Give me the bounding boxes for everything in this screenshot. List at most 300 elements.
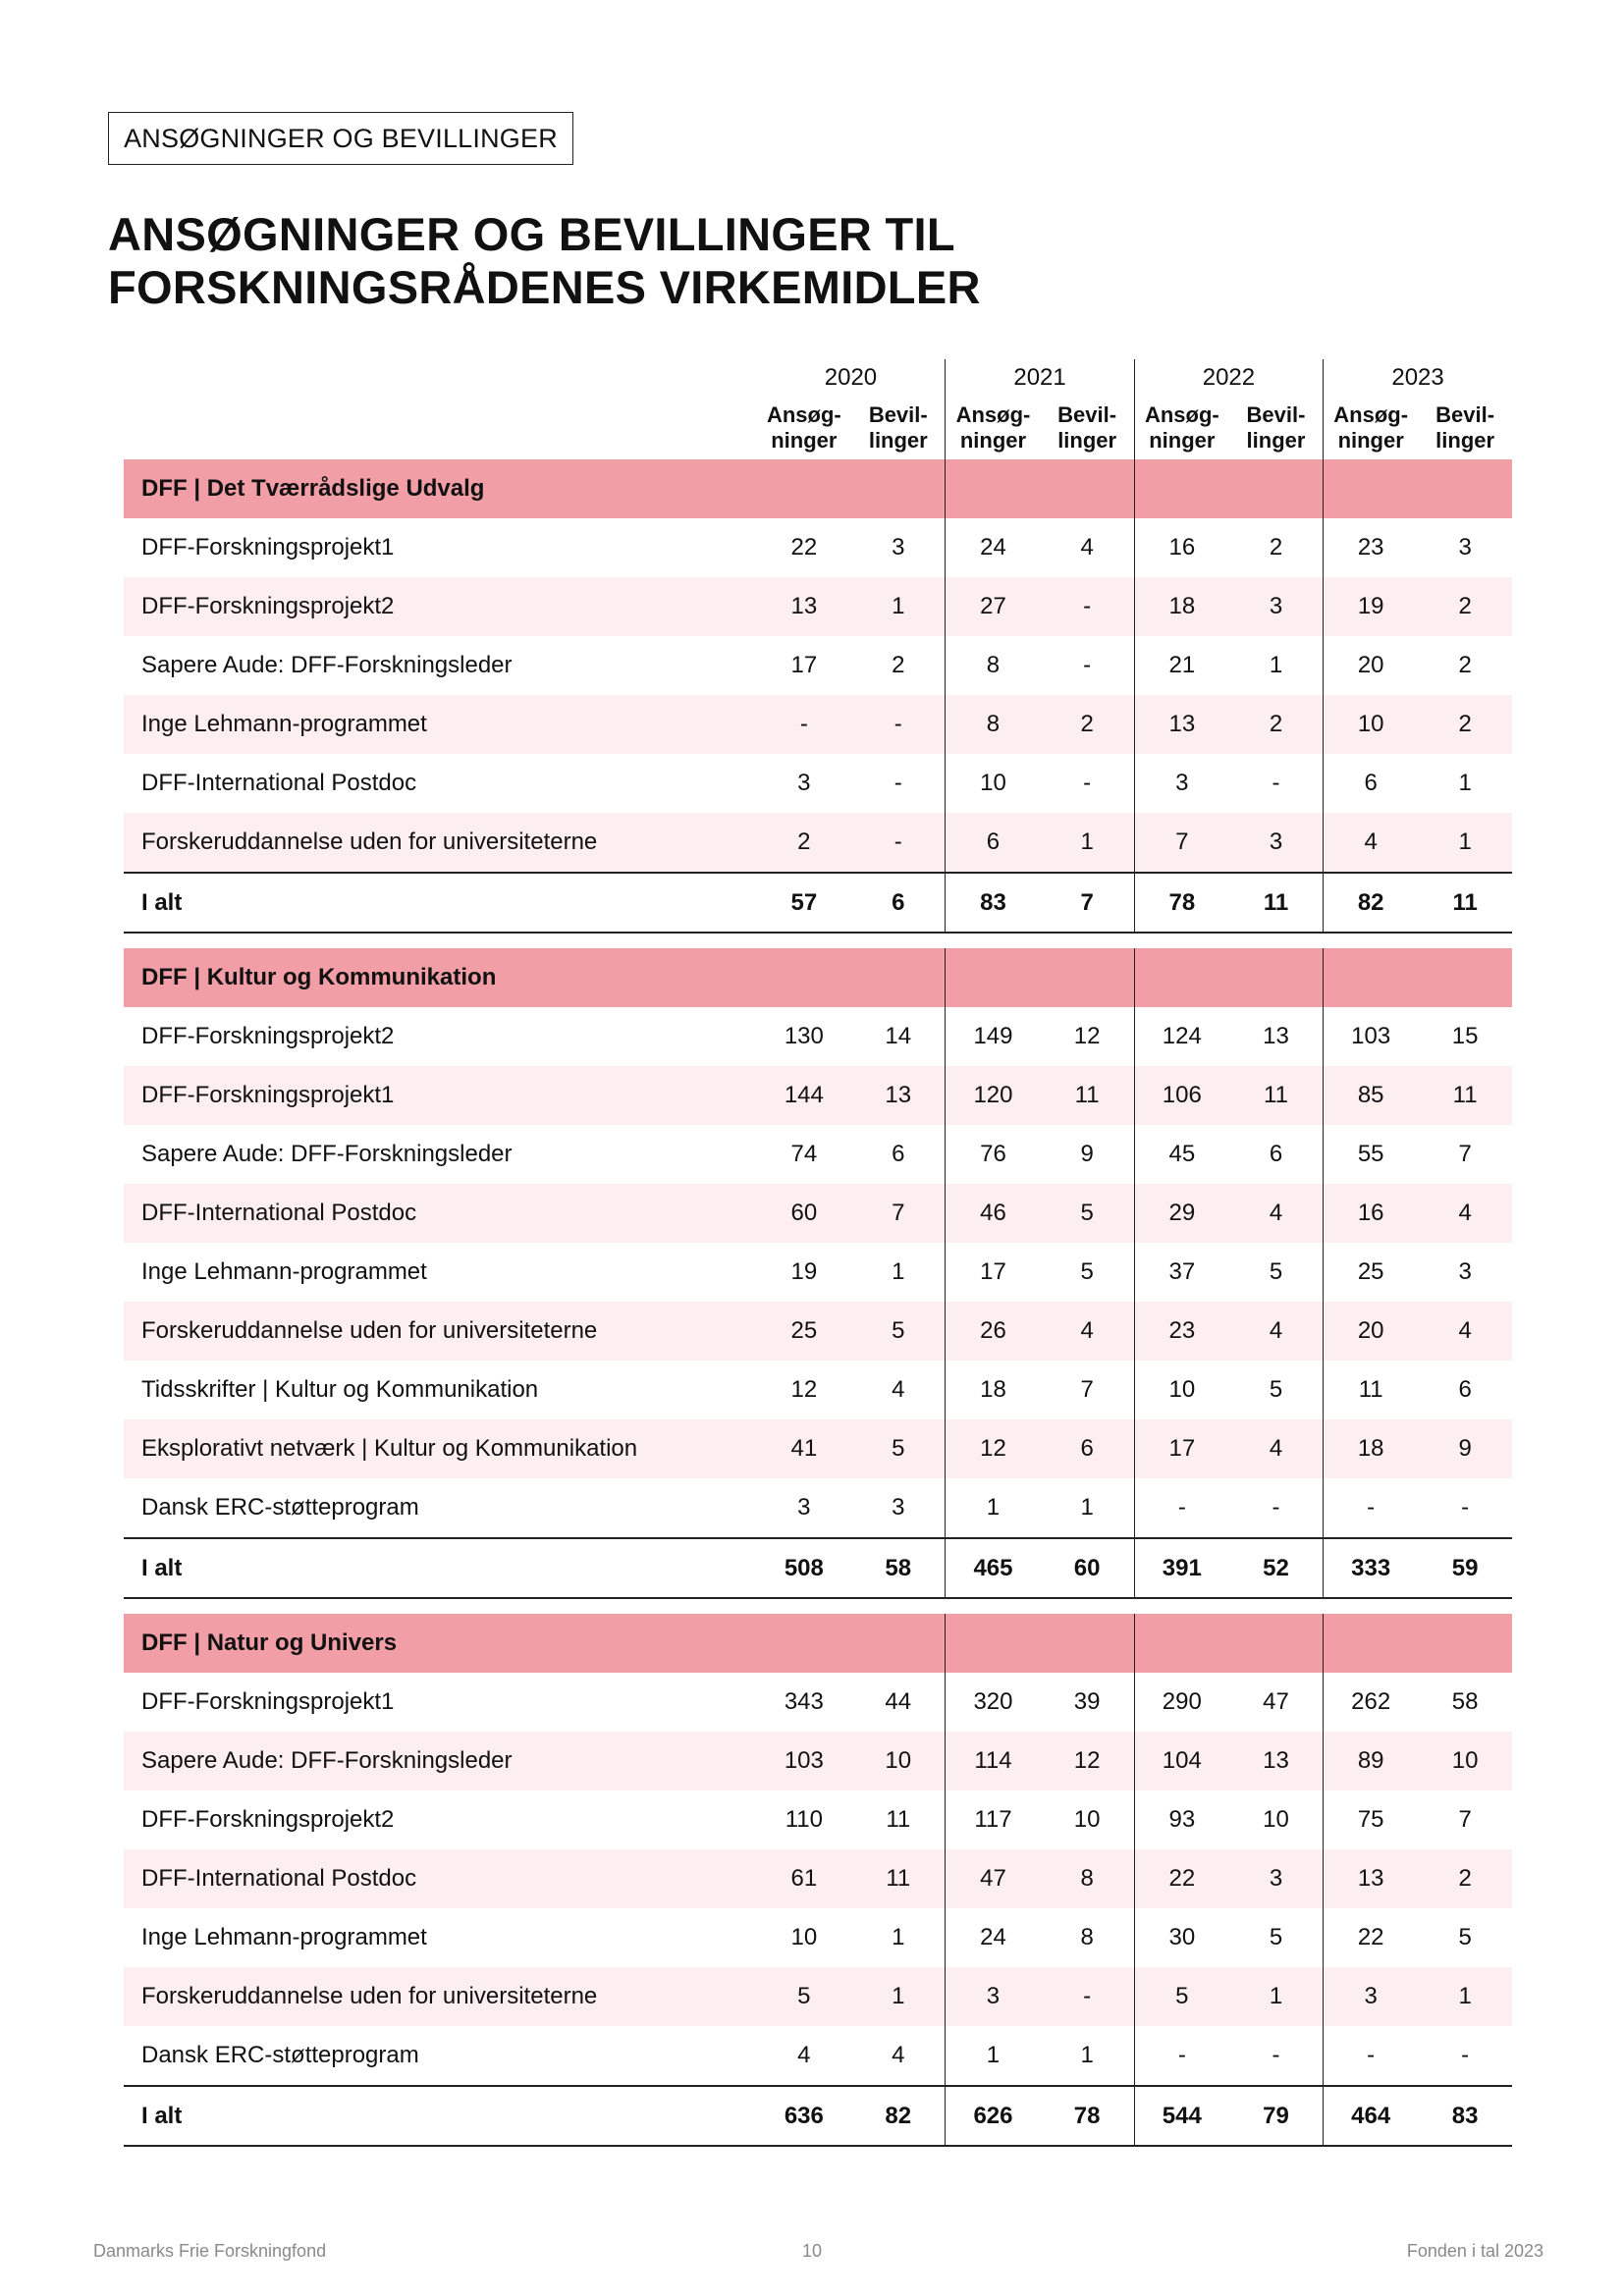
row-label: DFF-Forskningsprojekt1 xyxy=(141,1688,395,1715)
applications-value: 93 xyxy=(1134,1790,1229,1849)
grants-value: 5 xyxy=(851,1302,946,1361)
applications-value: 46 xyxy=(946,1184,1041,1243)
applications-value: 13 xyxy=(1134,695,1229,754)
applications-value: 10 xyxy=(790,1924,818,1950)
grants-value: 1 xyxy=(1080,1494,1094,1521)
column-header-applications: Ansøg- ninger xyxy=(1324,397,1419,459)
grants-value: 4 xyxy=(1418,1184,1512,1243)
grants-value: 3 xyxy=(892,534,905,561)
grants-value: 11 xyxy=(851,1849,946,1908)
table-row xyxy=(124,1419,1512,1478)
applications-value: 3 xyxy=(797,770,811,796)
row-label: DFF-International Postdoc xyxy=(124,1184,757,1243)
column-header-row xyxy=(124,397,1512,459)
group-name: DFF | Det Tværrådslige Udvalg xyxy=(124,459,757,518)
grants-value: 11 xyxy=(1229,1066,1324,1125)
grants-value: 58 xyxy=(1451,1688,1479,1715)
grants-value: 4 xyxy=(1229,1184,1324,1243)
grants-value: 8 xyxy=(1080,1924,1094,1950)
grants-value: - xyxy=(1461,2042,1470,2068)
grants-value: 8 xyxy=(1041,1849,1135,1908)
applications-value: 41 xyxy=(757,1419,852,1478)
grants-value: - xyxy=(893,770,902,796)
grants-value: 3 xyxy=(1229,577,1324,636)
row-label: DFF-Forskningsprojekt2 xyxy=(124,577,757,636)
applications-value: 290 xyxy=(1134,1673,1229,1732)
applications-value: 23 xyxy=(1134,1302,1229,1361)
grants-value: 52 xyxy=(1229,1538,1324,1598)
grants-value: 44 xyxy=(885,1688,912,1715)
grants-value: - xyxy=(851,695,946,754)
grants-value: 60 xyxy=(1041,1538,1135,1598)
applications-value: 6 xyxy=(946,813,1041,873)
grants-value: 5 xyxy=(1041,1184,1135,1243)
applications-value: 464 xyxy=(1324,2086,1419,2146)
grants-value: - xyxy=(1461,1494,1470,1521)
grants-value: 1 xyxy=(1418,813,1512,873)
applications-value: 82 xyxy=(1324,873,1419,933)
applications-value: 47 xyxy=(946,1849,1041,1908)
applications-value: 12 xyxy=(946,1419,1041,1478)
grants-value: 3 xyxy=(1458,534,1472,561)
applications-value: 18 xyxy=(1134,577,1229,636)
applications-value: 343 xyxy=(784,1688,824,1715)
applications-value: 124 xyxy=(1134,1007,1229,1066)
grants-value: 78 xyxy=(1041,2086,1135,2146)
group-name: DFF | Kultur og Kommunikation xyxy=(124,948,757,1007)
applications-value: 18 xyxy=(946,1361,1041,1419)
row-label: DFF-Forskningsprojekt2 xyxy=(141,1023,395,1049)
group-spacer xyxy=(124,933,1512,948)
grants-value: 7 xyxy=(1080,1376,1094,1403)
applications-value: 8 xyxy=(946,636,1041,695)
group-header-cell xyxy=(757,948,852,1007)
applications-value: 13 xyxy=(757,577,852,636)
applications-value: 17 xyxy=(946,1243,1041,1302)
applications-value: 85 xyxy=(1324,1066,1419,1125)
grants-value: 2 xyxy=(1418,1849,1512,1908)
grants-value: 15 xyxy=(1451,1023,1479,1049)
footer-organization: Danmarks Frie Forskningfond xyxy=(93,2241,327,2261)
applications-value: 103 xyxy=(1324,1007,1419,1066)
table-row xyxy=(124,1243,1512,1302)
applications-value: 6 xyxy=(1324,754,1419,813)
applications-value: - xyxy=(757,695,852,754)
applications-value: 24 xyxy=(946,518,1041,577)
row-label: Sapere Aude: DFF-Forskningsleder xyxy=(141,652,513,678)
grants-value: 3 xyxy=(1229,1849,1324,1908)
row-label: Forskeruddannelse uden for universiteterne xyxy=(124,1302,757,1361)
applications-value: 144 xyxy=(757,1066,852,1125)
applications-value: 120 xyxy=(946,1066,1041,1125)
applications-value: 4 xyxy=(797,2042,811,2068)
applications-value: - xyxy=(1324,1478,1419,1538)
table-row xyxy=(124,577,1512,636)
grants-value: 1 xyxy=(851,1967,946,2026)
grants-value: 10 xyxy=(1073,1806,1101,1833)
applications-value: 61 xyxy=(757,1849,852,1908)
applications-value: 2 xyxy=(757,813,852,873)
year-header-row xyxy=(124,359,1512,397)
grants-value: 9 xyxy=(1080,1141,1094,1167)
applications-value: 37 xyxy=(1134,1243,1229,1302)
group-header-cell xyxy=(1041,948,1135,1007)
applications-value: 22 xyxy=(1134,1849,1229,1908)
applications-value: 10 xyxy=(1324,695,1419,754)
applications-value: 78 xyxy=(1134,873,1229,933)
row-label: Eksplorativt netværk | Kultur og Kommunikation xyxy=(124,1419,757,1478)
applications-value: 12 xyxy=(790,1376,818,1403)
applications-value: 106 xyxy=(1134,1066,1229,1125)
table-row xyxy=(124,1125,1512,1184)
total-row xyxy=(124,1538,1512,1598)
grants-value: 4 xyxy=(1229,1419,1324,1478)
column-header-applications: Ansøg- ninger xyxy=(946,397,1041,459)
group-spacer xyxy=(124,1598,1512,1614)
table-row xyxy=(124,1302,1512,1361)
applications-value: 11 xyxy=(1324,1361,1419,1419)
table-row xyxy=(124,1184,1512,1243)
table-row xyxy=(124,1361,1512,1419)
grants-value: - xyxy=(1083,770,1092,796)
table-row xyxy=(124,518,1512,577)
applications-value: 1 xyxy=(946,1478,1041,1538)
grants-value: 5 xyxy=(1269,1258,1283,1285)
applications-value: 333 xyxy=(1324,1538,1419,1598)
row-label: DFF-Forskningsprojekt2 xyxy=(141,1806,395,1833)
table-row xyxy=(124,754,1512,813)
grants-value: - xyxy=(1272,1494,1280,1521)
grants-value: 12 xyxy=(1041,1732,1135,1790)
row-label: Tidsskrifter | Kultur og Kommunikation xyxy=(141,1376,539,1403)
grants-value: 4 xyxy=(1229,1302,1324,1361)
page-title-line-2: FORSKNINGSRÅDENES VIRKEMIDLER xyxy=(108,261,981,313)
grants-value: 13 xyxy=(1263,1023,1289,1049)
table-row xyxy=(124,2026,1512,2086)
group-header-cell xyxy=(1229,1614,1324,1673)
row-label: Forskeruddannelse uden for universiteterne xyxy=(124,813,757,873)
grants-value: 6 xyxy=(1041,1419,1135,1478)
applications-value: 83 xyxy=(946,873,1041,933)
table-row xyxy=(124,1790,1512,1849)
group-header-cell xyxy=(1418,1614,1512,1673)
grants-value: 6 xyxy=(1458,1376,1472,1403)
applications-value: 10 xyxy=(946,754,1041,813)
grants-value: 2 xyxy=(1458,652,1472,678)
applications-value: 320 xyxy=(946,1673,1041,1732)
applications-value: 3 xyxy=(1134,754,1229,813)
grants-value: 11 xyxy=(1418,1066,1512,1125)
applications-value: 22 xyxy=(1324,1908,1419,1967)
row-label: Forskeruddannelse uden for universiteterne xyxy=(124,1967,757,2026)
grants-value: 1 xyxy=(892,1924,905,1950)
row-label: Inge Lehmann-programmet xyxy=(124,695,757,754)
grants-value: 11 xyxy=(1229,873,1324,933)
grants-value: 7 xyxy=(1458,1806,1472,1833)
table-row xyxy=(124,636,1512,695)
applications-value: 45 xyxy=(1134,1125,1229,1184)
column-header-applications: Ansøg- ninger xyxy=(766,402,841,453)
applications-value: 25 xyxy=(757,1302,852,1361)
grants-value: 39 xyxy=(1073,1688,1101,1715)
group-header-cell xyxy=(851,459,946,518)
group-header-cell xyxy=(757,1614,852,1673)
applications-value: 21 xyxy=(1134,636,1229,695)
footer-publication: Fonden i tal 2023 xyxy=(1406,2241,1543,2261)
applications-grants-table xyxy=(124,359,1512,2147)
group-header-cell xyxy=(1041,459,1135,518)
grants-value: 3 xyxy=(1458,1258,1472,1285)
grants-value: 82 xyxy=(851,2086,946,2146)
group-header-cell xyxy=(1229,459,1324,518)
grants-value: - xyxy=(1272,770,1280,796)
group-header-cell xyxy=(757,459,852,518)
table-row xyxy=(124,695,1512,754)
applications-value: 60 xyxy=(757,1184,852,1243)
group-header-cell xyxy=(1324,459,1419,518)
grants-value: 2 xyxy=(1041,695,1135,754)
applications-value: 130 xyxy=(784,1023,824,1049)
applications-value: 465 xyxy=(946,1538,1041,1598)
row-label: DFF-International Postdoc xyxy=(141,770,417,796)
group-header-cell xyxy=(1134,948,1229,1007)
group-header-row xyxy=(124,1614,1512,1673)
applications-value: 20 xyxy=(1324,1302,1419,1361)
grants-value: 6 xyxy=(1269,1141,1283,1167)
grants-value: 9 xyxy=(1418,1419,1512,1478)
grants-value: 2 xyxy=(1229,695,1324,754)
grants-value: - xyxy=(1041,1967,1135,2026)
applications-value: 1 xyxy=(946,2026,1041,2086)
applications-value: 508 xyxy=(757,1538,852,1598)
grants-value: 11 xyxy=(1041,1066,1135,1125)
applications-value: 55 xyxy=(1324,1125,1419,1184)
applications-value: 110 xyxy=(785,1806,823,1833)
grants-value: 1 xyxy=(1418,1967,1512,2026)
grants-value: 7 xyxy=(1458,1141,1472,1167)
applications-value: 626 xyxy=(946,2086,1041,2146)
grants-value: 10 xyxy=(1263,1806,1289,1833)
applications-value: 74 xyxy=(790,1141,818,1167)
grants-value: 6 xyxy=(851,873,946,933)
table-row xyxy=(124,1066,1512,1125)
header-blank xyxy=(124,359,757,397)
grants-value: 58 xyxy=(851,1538,946,1598)
grants-value: 1 xyxy=(1229,1967,1324,2026)
row-label: Dansk ERC-støtteprogram xyxy=(141,1494,419,1521)
applications-value: 27 xyxy=(946,577,1041,636)
page-title-line-1: ANSØGNINGER OG BEVILLINGER TIL xyxy=(108,208,955,260)
grants-value: 2 xyxy=(1418,577,1512,636)
applications-value: 75 xyxy=(1324,1790,1419,1849)
row-label: Sapere Aude: DFF-Forskningsleder xyxy=(124,1732,757,1790)
grants-value: 3 xyxy=(1229,813,1324,873)
grants-value: 4 xyxy=(892,1376,905,1403)
section-tag: ANSØGNINGER OG BEVILLINGER xyxy=(108,112,573,165)
group-header-cell xyxy=(1324,948,1419,1007)
grants-value: - xyxy=(1041,577,1135,636)
group-header-cell xyxy=(1229,948,1324,1007)
group-header-cell xyxy=(1418,948,1512,1007)
grants-value: 59 xyxy=(1418,1538,1512,1598)
grants-value: 13 xyxy=(1229,1732,1324,1790)
group-header-cell xyxy=(1418,459,1512,518)
table-row xyxy=(124,1478,1512,1538)
applications-value: 262 xyxy=(1324,1673,1419,1732)
grants-value: 83 xyxy=(1418,2086,1512,2146)
grants-value: - xyxy=(1083,652,1092,678)
column-header-grants: Bevil- linger xyxy=(868,402,928,453)
applications-value: 103 xyxy=(757,1732,852,1790)
footer-page-number: 10 xyxy=(801,2241,823,2261)
grants-value: 11 xyxy=(886,1806,911,1833)
total-label: I alt xyxy=(124,2086,757,2146)
group-header-cell xyxy=(1134,459,1229,518)
column-header-grants: Bevil- linger xyxy=(1246,402,1306,453)
applications-value: 391 xyxy=(1134,1538,1229,1598)
applications-value: 3 xyxy=(946,1967,1041,2026)
applications-value: 16 xyxy=(1134,518,1229,577)
applications-value: - xyxy=(1324,2026,1419,2086)
grants-value: 7 xyxy=(1041,873,1135,933)
grants-value: 4 xyxy=(892,2042,905,2068)
table-row xyxy=(124,1673,1512,1732)
applications-value: 104 xyxy=(1134,1732,1229,1790)
group-header-cell xyxy=(946,459,1041,518)
grants-value: 1 xyxy=(892,1258,905,1285)
grants-value: 4 xyxy=(1041,1302,1135,1361)
grants-value: 79 xyxy=(1229,2086,1324,2146)
applications-value: 636 xyxy=(757,2086,852,2146)
row-label: DFF-Forskningsprojekt1 xyxy=(124,1066,757,1125)
applications-value: 22 xyxy=(790,534,818,561)
year-header: 2020 xyxy=(824,364,878,391)
applications-value: 10 xyxy=(1134,1361,1229,1419)
applications-value: 7 xyxy=(1134,813,1229,873)
grants-value: 1 xyxy=(1458,770,1472,796)
grants-value: 4 xyxy=(1418,1302,1512,1361)
table-row xyxy=(124,1007,1512,1066)
applications-value: 25 xyxy=(1324,1243,1419,1302)
grants-value: 6 xyxy=(892,1141,905,1167)
column-header-applications: Ansøg- ninger xyxy=(1134,397,1229,459)
total-label: I alt xyxy=(124,873,757,933)
grants-value: 2 xyxy=(1418,695,1512,754)
applications-value: 26 xyxy=(946,1302,1041,1361)
group-header-cell xyxy=(1134,1614,1229,1673)
group-header-cell xyxy=(946,948,1041,1007)
table-row xyxy=(124,813,1512,873)
group-header-row xyxy=(124,948,1512,1007)
group-header-cell xyxy=(851,948,946,1007)
applications-value: 89 xyxy=(1324,1732,1419,1790)
applications-value: - xyxy=(1134,1478,1229,1538)
applications-value: 29 xyxy=(1134,1184,1229,1243)
applications-value: 57 xyxy=(757,873,852,933)
applications-value: 117 xyxy=(946,1790,1041,1849)
column-header-grants: Bevil- linger xyxy=(1435,402,1495,453)
applications-value: 3 xyxy=(1324,1967,1419,2026)
grants-value: 47 xyxy=(1263,1688,1289,1715)
applications-value: 16 xyxy=(1324,1184,1419,1243)
applications-value: 30 xyxy=(1134,1908,1229,1967)
grants-value: 1 xyxy=(1041,813,1135,873)
table-row xyxy=(124,1967,1512,2026)
grants-value: 5 xyxy=(1269,1376,1283,1403)
total-label: I alt xyxy=(124,1538,757,1598)
row-label: Dansk ERC-støtteprogram xyxy=(141,2042,419,2068)
grants-value: 3 xyxy=(892,1494,905,1521)
row-label: Sapere Aude: DFF-Forskningsleder xyxy=(141,1141,513,1167)
year-header: 2022 xyxy=(1134,359,1323,397)
group-header-cell xyxy=(1324,1614,1419,1673)
grants-value: 10 xyxy=(851,1732,946,1790)
column-header-grants: Bevil- linger xyxy=(1057,402,1117,453)
grants-value: 2 xyxy=(892,652,905,678)
row-label: DFF-International Postdoc xyxy=(124,1849,757,1908)
grants-value: 5 xyxy=(1269,1924,1283,1950)
applications-value: 4 xyxy=(1324,813,1419,873)
group-header-cell xyxy=(851,1614,946,1673)
grants-value: 10 xyxy=(1418,1732,1512,1790)
grants-value: 5 xyxy=(1080,1258,1094,1285)
applications-value: 114 xyxy=(946,1732,1041,1790)
applications-value: 13 xyxy=(1324,1849,1419,1908)
year-header: 2023 xyxy=(1324,359,1512,397)
applications-value: 18 xyxy=(1324,1419,1419,1478)
table-row xyxy=(124,1732,1512,1790)
grants-value: 5 xyxy=(851,1419,946,1478)
grants-value: 7 xyxy=(851,1184,946,1243)
table-row xyxy=(124,1849,1512,1908)
applications-value: 17 xyxy=(790,652,818,678)
applications-value: 20 xyxy=(1324,636,1419,695)
total-row xyxy=(124,2086,1512,2146)
applications-value: 3 xyxy=(797,1494,811,1521)
applications-value: 5 xyxy=(1134,1967,1229,2026)
applications-value: 17 xyxy=(1134,1419,1229,1478)
grants-value: 12 xyxy=(1073,1023,1101,1049)
year-header: 2021 xyxy=(946,359,1134,397)
applications-value: 76 xyxy=(946,1125,1041,1184)
table-row xyxy=(124,1908,1512,1967)
grants-value: 11 xyxy=(1418,873,1512,933)
group-header-row xyxy=(124,459,1512,518)
applications-value: - xyxy=(1134,2026,1229,2086)
applications-value: 8 xyxy=(946,695,1041,754)
page-title xyxy=(108,208,981,314)
total-row xyxy=(124,873,1512,933)
applications-value: 19 xyxy=(790,1258,818,1285)
row-label: Inge Lehmann-programmet xyxy=(141,1258,427,1285)
applications-value: 19 xyxy=(1324,577,1419,636)
grants-value: 14 xyxy=(885,1023,912,1049)
row-label: Inge Lehmann-programmet xyxy=(141,1924,427,1950)
grants-value: 13 xyxy=(851,1066,946,1125)
applications-value: 5 xyxy=(757,1967,852,2026)
grants-value: 5 xyxy=(1458,1924,1472,1950)
header-blank xyxy=(124,397,757,459)
applications-value: 23 xyxy=(1324,518,1419,577)
group-header-cell xyxy=(1041,1614,1135,1673)
applications-value: 24 xyxy=(946,1908,1041,1967)
grants-value: 2 xyxy=(1269,534,1283,561)
applications-value: 544 xyxy=(1134,2086,1229,2146)
row-label: DFF-Forskningsprojekt1 xyxy=(141,534,395,561)
grants-value: 1 xyxy=(1269,652,1283,678)
grants-value: 4 xyxy=(1080,534,1094,561)
applications-value: 149 xyxy=(946,1007,1041,1066)
